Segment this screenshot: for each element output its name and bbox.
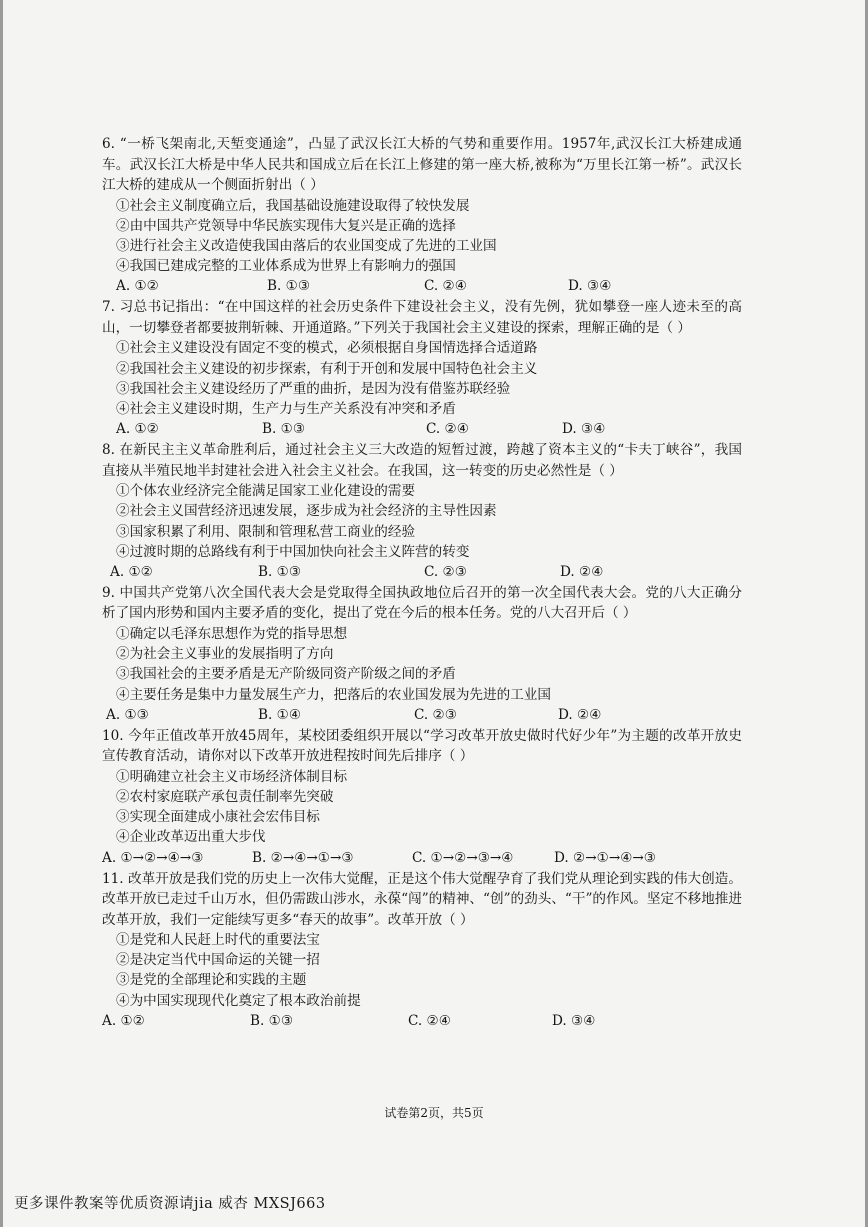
option-3: ③我国社会主义建设经历了严重的曲折，是因为没有借鉴苏联经验 — [116, 380, 511, 397]
question-stem: 6. “一桥飞架南北,天堑变通途”，凸显了武汉长江大桥的气势和重要作用。1957年,武汉长江大桥建成通车。武汉长江大桥是中华人民共和国成立后在长江上修建的第一座大桥,被称为“万里长江第一桥”。武汉长江大桥的建成从一个侧面折射出（ ） — [102, 136, 742, 193]
option-3: ③我国社会的主要矛盾是无产阶级同资产阶级之间的矛盾 — [116, 666, 456, 683]
option-1: ①社会主义制度确立后，我国基础设施建设取得了较快发展 — [116, 197, 470, 214]
question-8 — [102, 440, 742, 583]
choice-d: D. ③④ — [562, 421, 606, 438]
option-3: ③进行社会主义改造使我国由落后的农业国变成了先进的工业国 — [116, 237, 497, 254]
option-1: ①明确建立社会主义市场经济体制目标 — [116, 768, 348, 785]
choice-b: B. ①④ — [258, 706, 302, 723]
option-4: ④我国已建成完整的工业体系成为世界上有影响力的强国 — [116, 258, 456, 275]
choice-c: C. ①→②→③→④ — [412, 849, 514, 866]
option-2: ②由中国共产党领导中华民族实现伟大复兴是正确的选择 — [116, 217, 456, 234]
answer-choices — [102, 705, 742, 726]
choice-b: B. ①③ — [250, 1012, 294, 1029]
option-4: ④为中国实现现代化奠定了根本政治前提 — [116, 992, 361, 1009]
scan-edge-left — [0, 0, 3, 1227]
option-1: ①社会主义建设没有固定不变的模式，必须根据自身国情选择合适道路 — [116, 340, 538, 357]
option-2: ②农村家庭联产承包责任制率先突破 — [116, 788, 334, 805]
question-stem: 9. 中国共产党第八次全国代表大会是党取得全国执政地位后召开的第一次全国代表大会。党的八大正确分析了国内形势和国内主要矛盾的变化，提出了党在今后的根本任务。党的八大召开后（ ） — [102, 584, 742, 622]
option-1: ①是党和人民赶上时代的重要法宝 — [116, 932, 320, 949]
question-stem: 11. 改革开放是我们党的历史上一次伟大觉醒，正是这个伟大觉醒孕育了我们党从理论到实践的伟大创造。改革开放已走过千山万水，但仍需跋山涉水，永葆“闯”的精神、“创”的劲头、“干”的作风。坚定不移地推进改革开放，我们一定能续写更多“春天的故事”。改革开放（ ） — [102, 870, 742, 928]
answer-choices — [102, 848, 742, 869]
choice-c: C. ②④ — [424, 278, 467, 295]
choice-d: D. ②④ — [558, 706, 602, 723]
answer-choices — [102, 276, 742, 297]
option-3: ③实现全面建成小康社会宏伟目标 — [116, 809, 320, 826]
answer-choices — [102, 1011, 742, 1032]
answer-choices — [102, 419, 742, 440]
page-number: 试卷第2页，共5页 — [384, 1106, 484, 1120]
choice-b: B. ①③ — [267, 278, 311, 295]
option-3: ③是党的全部理论和实践的主题 — [116, 972, 307, 989]
option-4: ④社会主义建设时期，生产力与生产关系没有冲突和矛盾 — [116, 400, 456, 417]
question-9 — [102, 583, 742, 726]
question-7 — [102, 297, 742, 440]
choice-a: A. ①② — [116, 421, 159, 438]
question-list — [102, 134, 742, 1032]
option-4: ④企业改革迈出重大步伐 — [116, 829, 266, 846]
choice-c: C. ②④ — [408, 1012, 451, 1029]
option-2: ②我国社会主义建设的初步探索，有利于开创和发展中国特色社会主义 — [116, 360, 538, 377]
question-10 — [102, 726, 742, 869]
question-stem: 7. 习总书记指出：“在中国这样的社会历史条件下建设社会主义，没有先例，犹如攀登一座人迹未至的高山，一切攀登者都要披荆斩棘、开通道路。”下列关于我国社会主义建设的探索，理解正确的是（ ） — [102, 299, 742, 336]
choice-d: D. ②→①→④→③ — [554, 849, 656, 866]
question-6 — [102, 134, 742, 297]
choice-b: B. ②→④→①→③ — [252, 849, 354, 866]
choice-c: C. ②③ — [424, 563, 467, 580]
question-11 — [102, 869, 742, 1032]
choice-a: A. ①② — [102, 1012, 145, 1029]
question-stem: 8. 在新民主主义革命胜利后，通过社会主义三大改造的短暂过渡，跨越了资本主义的“卡夫丁峡谷”，我国直接从半殖民地半封建社会进入社会主义社会。在我国，这一转变的历史必然性是（ ） — [102, 442, 742, 479]
option-1: ①个体农业经济完全能满足国家工业化建设的需要 — [116, 483, 416, 500]
choice-c: C. ②③ — [414, 706, 457, 723]
choice-a: A. ①③ — [106, 706, 149, 723]
choice-b: B. ①③ — [258, 563, 302, 580]
answer-choices — [102, 562, 742, 583]
option-4: ④主要任务是集中力量发展生产力，把落后的农业国发展为先进的工业国 — [116, 686, 551, 703]
choice-a: A. ①→②→④→③ — [102, 849, 204, 866]
footer-advert: 更多课件教案等优质资源请jia 威杏 MXSJ663 — [14, 1196, 326, 1212]
choice-d: D. ②④ — [560, 563, 604, 580]
choice-c: C. ②④ — [426, 421, 469, 438]
choice-d: D. ③④ — [552, 1012, 596, 1029]
question-stem: 10. 今年正值改革开放45周年，某校团委组织开展以“学习改革开放史做时代好少年”为主题的改革开放史宣传教育活动，请你对以下改革开放进程按时间先后排序（ ） — [102, 727, 742, 765]
option-4: ④过渡时期的总路线有利于中国加快向社会主义阵营的转变 — [116, 543, 470, 560]
option-2: ②社会主义国营经济迅速发展，逐步成为社会经济的主导性因素 — [116, 503, 497, 520]
choice-a: A. ①② — [116, 278, 159, 295]
choice-d: D. ③④ — [568, 278, 612, 295]
choice-a: A. ①② — [110, 563, 153, 580]
choice-b: B. ①③ — [262, 421, 306, 438]
option-3: ③国家积累了利用、限制和管理私营工商业的经验 — [116, 523, 416, 540]
option-2: ②是决定当代中国命运的关键一招 — [116, 952, 320, 969]
option-1: ①确定以毛泽东思想作为党的指导思想 — [116, 625, 348, 642]
option-2: ②为社会主义事业的发展指明了方向 — [116, 646, 334, 663]
